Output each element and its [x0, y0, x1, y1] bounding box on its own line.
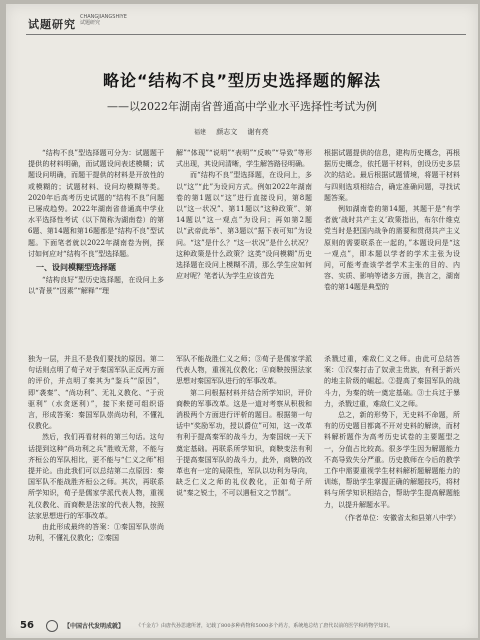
text-column-3 — [324, 148, 460, 340]
paragraph: 解”“体现”“说明”“表明”“反映”“导致”等形式出现，其设问清晰，学生解答路径明确。 — [176, 149, 312, 169]
page-footer — [6, 616, 478, 638]
paragraph: 杀戮过重，难敌仁义之师。由此可总结答案：①汉秦打击了奴隶主贵族，有利于新兴的地主阶级的崛起。②提高了秦国军队的战斗力，为秦的统一奠定基础。③士兵过于暴力，杀戮过重，难敌仁义之师。 — [324, 355, 460, 408]
paragraph: “结构良好”型历史选择题，在设问上多以“背景”“因素”“解释”“理 — [28, 276, 164, 296]
header-rule — [26, 34, 466, 35]
text-column-5 — [176, 354, 312, 606]
text-column-1 — [28, 148, 164, 340]
paragraph: 然后，我们再看材料的第三句话。这句话提到这种“尚功利之兵”胜败无常，不能与齐桓公的军队相比，更不能与“仁义之师”相提并论。由此我们可以总结第二点原因：秦国军队不能战胜齐桓公之师。其次，再联系所学知识，荀子是儒家学派代表人物，重视礼仪教化、而商鞅是法家的代表人物，按照法家思想进行的军事改革。 — [28, 433, 164, 520]
paragraph: 独为一层，并且不是我们要找的原因。第二句话则点明了荀子对于秦国军队正反两方面的评价，并点明了秦其为“鉴兵”“原因”，即“袭秦”、“尚功利”、无礼义教化、“于贡驱利”（水贪逐利）”，接下来便可组织语言，形成答案：秦国军队崇尚功利，不懂礼仪教化。 — [28, 355, 164, 431]
paragraph: 总之，新的形势下，无史料不命题，所有的历史题目都离不开对史料的解读，而材料解析题作为高考历史试卷的主要题型之一，分值占比较高。很多学生因为解题能力不高导致失分严重。历史教师在今后的教学工作中需要重视学生材料解析题解题能力的训练，帮助学生掌握正确的解题技巧，将材料与所学知识相结合，帮助学生提高解题能力，以提升解题水平。 — [324, 411, 460, 509]
footer-note: 《千金方》由唐代孙思邈所著，记载了800多种药物和5000多个药方，系统地总结了唐代以前的医学和药物学知识。 — [136, 623, 394, 629]
author-affiliation: （作者单位：安徽省太和县第八中学） — [341, 513, 460, 522]
paragraph: “结构不良”型选择题可分为：试题题干提供的材料明确，而试题设问表述模糊；试题设问明确，而题干提供的材料是开放性的或模糊的；试题材料、设问均模糊等类。2020年后高考历史试题的“结构不良”问题已屡成趋势。2022年湖南省普通高中学业水平选择性考试（以下简称为湖南卷）的第6题、第14题和第16题都是“结构不良”型试题。下面笔者就以2022年湖南卷为例，探讨如何应对“结构不良”型选择题。 — [28, 149, 164, 258]
page-number: 56 — [20, 620, 34, 631]
text-column-6 — [324, 354, 460, 606]
author-line — [194, 127, 276, 137]
author-role: 福建 — [194, 129, 207, 136]
paragraph: 第二问根据材料并结合所学知识，评价商鞅的军事改革。这是一道对考察从积极和消极两个方面进行评析的题目。根据第一句话中“奖励军功，授以爵位”可知，这一改革有利于提高秦军的战斗力，为秦国统一天下奠定基础。再联系所学知识，商鞅变法有利于提高秦国军队的战斗力，此外，商鞅的改革也有一定的局限性，军队以功利为导向，缺乏仁义之师的礼仪教化，正如荀子所说“秦之锐士，不可以遇桓文之节制”。 — [176, 388, 312, 498]
author-name: 谢有亮 — [247, 128, 269, 136]
paragraph: 军队不能战胜仁义之师；③荀子是儒家学派代表人物，重视礼仪教化；④商鞅按照法家思想对秦国军队进行的军事改革。 — [176, 355, 312, 386]
text-column-2 — [176, 148, 312, 340]
document-page — [6, 4, 478, 638]
page-header — [6, 4, 478, 44]
footer-journal-tag: 【中国古代发明成就】 — [64, 623, 125, 630]
section-sub-label: CHANGJIANGSHIYE 试题研究 — [80, 14, 127, 26]
paragraph: 例如湖南卷的第14题，其题干是“有学者就‘战时共产主义’政策指出，布尔什维克党当时是把国内战争的需要和贯彻共产主义原则的需要联系在一起的，”本题设问是“这一观点”，即本题以学者的学术主张为设问，可能考查该学者学术主张的目的、内容、实质、影响等诸多方面，换言之，湖南卷的第14题是典型的 — [324, 205, 460, 292]
section-label: 试题研究 — [28, 18, 76, 31]
author-name: 颜志文 — [216, 128, 238, 136]
text-column-4 — [28, 354, 164, 606]
paragraph: 而“结构不良”型选择题，在设问上，多以“这”“此”为设问方式。例如2022年湖南卷的第1题以“这”进行直接设问，第8题以“这一状况”、第11题以“这种政策”、第14题以“这一观点”为设问；再如第2题以“武帝此举”、第3题以“据下表可知”为设问。“这”是什么？“这一状况”是什么状况？这种政策是什么政策？这类“设问模糊”历史选择题在设问上模糊不清，那么学生应如何应对呢？笔者认为学生应该首先 — [176, 171, 312, 281]
article-title: 略论“结构不良”型历史选择题的解法 — [102, 71, 382, 90]
article-subtitle: ——以2022年湖南省普通高中学业水平选择性考试为例 — [107, 100, 377, 113]
paragraph: 由此形成最终的答案：①秦国军队崇尚功利，不懂礼仪教化；②秦国 — [28, 523, 164, 543]
paragraph: 根据试题提供的信息，建构历史概念，再根据历史概念，依托题干材料，创设历史多层次的结论。最后根据试题情境，将题干材料与四则选项相结合，确定准确问题，寻找试题答案。 — [324, 149, 460, 202]
decorative-circle-icon — [46, 620, 58, 632]
section-heading: 一、设问模糊型选择题 — [36, 263, 116, 273]
